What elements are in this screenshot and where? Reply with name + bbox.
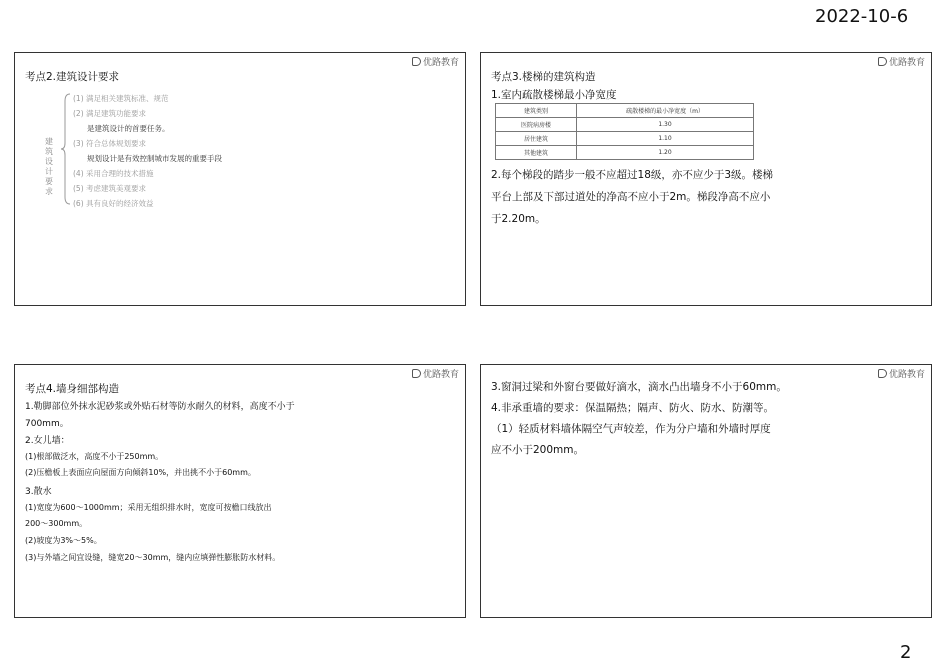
document-date: 2022-10-6 [815,6,909,27]
requirement-item: (5) 考虑建筑美观要求 [73,184,147,193]
paragraph-line: 于2.20m。 [491,213,546,225]
content-line: 2.女儿墙： [25,436,70,446]
table-header-row [496,104,754,118]
slide-title: 考点2.建筑设计要求 [25,71,120,83]
requirement-note: 规划设计是有效控制城市发展的重要手段 [87,154,222,163]
content-line: 1.勒脚部位外抹水泥砂浆或外贴石材等防水耐久的材料，高度不小于 [25,402,295,412]
content-line: 3.散水 [25,487,52,497]
content-line: 700mm。 [25,419,69,429]
content-line: (2)坡度为3%～5%。 [25,536,102,545]
content-line: （1）轻质材料墙体隔空气声较差，作为分户墙和外墙时厚度 [491,423,771,435]
brand-logo [412,367,459,380]
requirement-note: 是建筑设计的首要任务。 [87,124,170,133]
page-number: 2 [900,642,912,663]
table-cell: 医院病房楼 [496,118,577,132]
table-cell: 其他建筑 [496,146,577,160]
table-row [496,132,754,146]
slide-title: 考点3.楼梯的建筑构造 [491,71,596,83]
slide-wall-details [14,364,466,618]
logo-icon [412,57,421,66]
logo-icon [412,369,421,378]
content-line: (1)宽度为600～1000mm；采用无组织排水时，宽度可按檐口线放出 [25,503,272,512]
requirement-item: (6) 具有良好的经济效益 [73,199,154,208]
table-cell: 1.30 [577,118,754,132]
table-cell: 1.10 [577,132,754,146]
slide-subtitle: 1.室内疏散楼梯最小净宽度 [491,89,617,101]
bracket-label: 建筑设计要求 [45,137,53,196]
content-line: 200～300mm。 [25,519,88,528]
logo-text: 优路教育 [888,58,925,68]
content-line: 4.非承重墙的要求：保温隔热；隔声、防火、防水、防潮等。 [491,402,775,414]
table-header: 疏散楼梯的最小净宽度（m） [577,104,754,118]
content-line: 应不小于200mm。 [491,444,584,456]
requirement-item: (2) 满足建筑功能要求 [73,109,147,118]
logo-icon [878,369,887,378]
brace-icon [61,93,71,205]
table-cell: 居住建筑 [496,132,577,146]
logo-text: 优路教育 [888,370,925,380]
logo-text: 优路教育 [422,370,459,380]
slide-stair-construction [480,52,932,306]
paragraph-line: 2.每个梯段的踏步一般不应超过18级，亦不应少于3级。楼梯 [491,169,774,181]
logo-icon [878,57,887,66]
brand-logo [412,55,459,68]
slide-building-design-requirements [14,52,466,306]
stair-width-table [495,103,754,160]
brand-logo [878,55,925,68]
table-header: 建筑类别 [496,104,577,118]
table-cell: 1.20 [577,146,754,160]
requirement-item: (4) 采用合理的技术措施 [73,169,154,178]
slide-title: 考点4.墙身细部构造 [25,383,120,395]
content-line: (3)与外墙之间宜设缝，缝宽20～30mm，缝内应填弹性膨胀防水材料。 [25,553,281,562]
content-line: (1)根部做泛水，高度不小于250mm。 [25,452,164,461]
paragraph-line: 平台上部及下部过道处的净高不应小于2m。梯段净高不应小 [491,191,771,203]
slide-wall-requirements [480,364,932,618]
content-line: 3.窗洞过梁和外窗台要做好滴水，滴水凸出墙身不小于60mm。 [491,381,787,393]
requirement-item: (3) 符合总体规划要求 [73,139,147,148]
table-row [496,146,754,160]
requirement-item: (1) 满足相关建筑标准、规范 [73,94,169,103]
table-row [496,118,754,132]
brand-logo [878,367,925,380]
logo-text: 优路教育 [422,58,459,68]
content-line: (2)压檐板上表面应向屋面方向倾斜10%，并出挑不小于60mm。 [25,468,256,477]
